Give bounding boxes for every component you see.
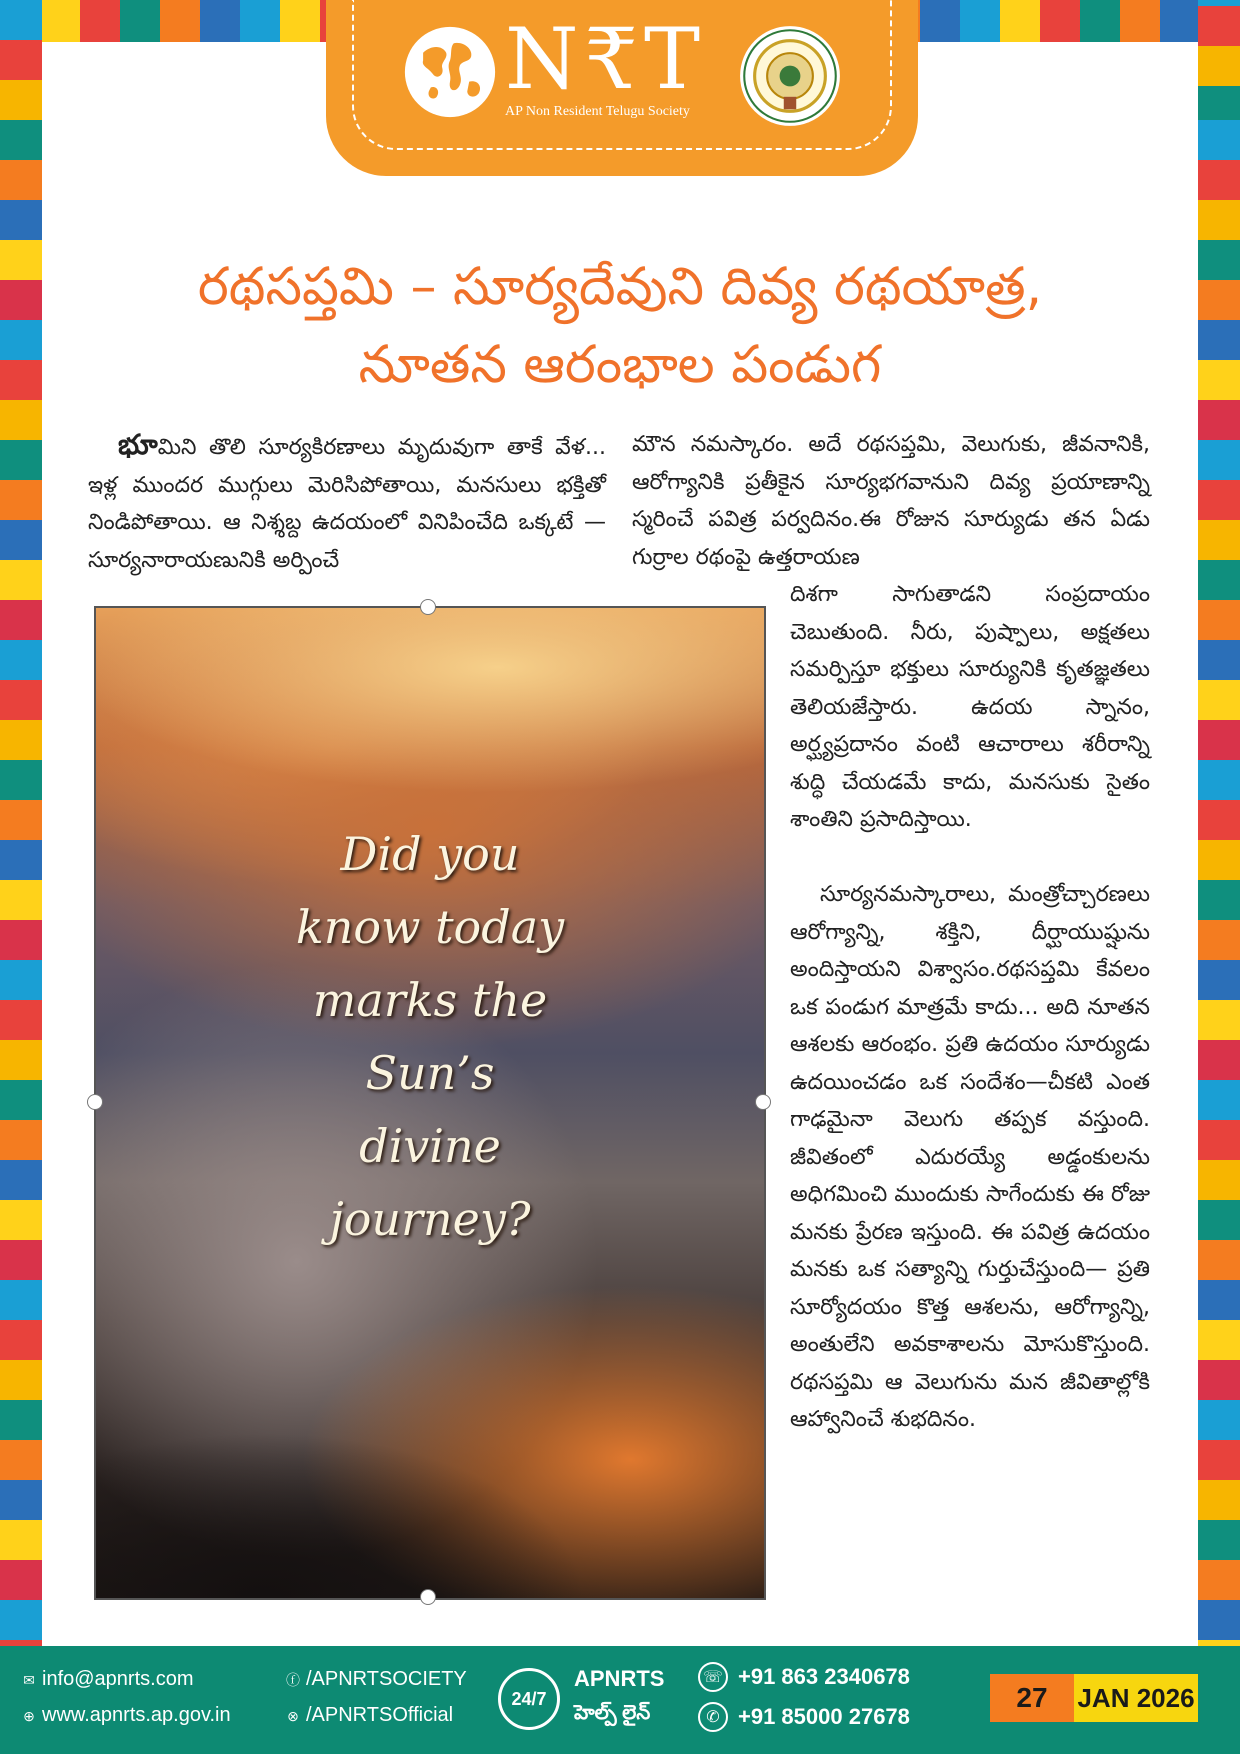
footer-phone-1[interactable]: +91 863 2340678 — [738, 1664, 910, 1689]
footer-facebook-text: /APNRTSOCIETY — [306, 1668, 467, 1690]
article-title-line-2: నూతన ఆరంభాల పండుగ — [358, 335, 882, 395]
paragraph-side — [790, 576, 1150, 839]
paragraph-intro-text: మిని తొలి సూర్యకిరణాలు మృదువుగా తాకే వేళ... ఇళ్ల ముందర ముగ్గులు మెరిసిపోతాయి, మనసులు భక్తితో నిండిపోతాయి. ఆ నిశ్శబ్ద ఉదయంలో వినిపించేది ఒక్కటే — సూర్యనారాయణునికి అర్పించే — [88, 435, 606, 573]
photo-foliage-shadow — [96, 1341, 764, 1598]
photo-caption-line: Sun’s — [365, 1046, 495, 1100]
paragraph-side-text: దిశగా సాగుతాడని సంప్రదాయం చెబుతుంది. నీరు, పుష్పాలు, అక్షతలు సమర్పిస్తూ భక్తులు సూర్యునికి కృతజ్ఞతలు తెలియజేస్తారు. ఉదయ స్నానం, అర్ఘ్యప్రదానం వంటి ఆచారాలు శరీరాన్ని శుద్ధి చేయడమే కాదు, మనసుకు సైతం శాంతిని ప్రసాదిస్తాయి. — [790, 582, 1150, 832]
logo-subtitle: AP Non Resident Telugu Society — [505, 104, 690, 119]
globe-icon — [402, 24, 498, 120]
footer-facebook[interactable] — [284, 1668, 467, 1691]
paragraph-intro — [88, 426, 606, 579]
helpline-icon: 24/7 — [498, 1668, 560, 1730]
helpline-subtitle: హెల్ప్ లైన్ — [574, 1702, 651, 1724]
photo-caption — [96, 818, 764, 1256]
paragraph-intro-dropcap: భూ — [118, 428, 158, 461]
logo-text: N₹T — [505, 10, 706, 108]
whatsapp-icon: ✆ — [698, 1702, 728, 1732]
footer-phone-2[interactable]: +91 85000 27678 — [738, 1704, 910, 1729]
photo-caption-line: Did you — [340, 827, 520, 881]
decorative-border-left — [0, 0, 42, 1754]
seal-icon — [738, 24, 842, 128]
issue-date-month: JAN 2026 — [1074, 1674, 1198, 1722]
footer-twitter-text: /APNRTSOfficial — [306, 1704, 454, 1726]
photo-caption-line: journey? — [329, 1192, 531, 1246]
paragraph-closing-text: సూర్యనమస్కారాలు, మంత్రోచ్చారణలు ఆరోగ్యాన్ని, శక్తిని, దీర్ఘాయుష్షును అందిస్తాయని విశ్వాసం.రథసప్తమి కేవలం ఒక పండుగ మాత్రమే కాదు... అది నూతన ఆశలకు ఆరంభం. ప్రతి ఉదయం సూర్యుడు ఉదయించడం ఒక సందేశం—చీకటి ఎంత గాఢమైనా వెలుగు తప్పక వస్తుంది. జీవితంలో ఎదురయ్యే అడ్డంకులను అధిగమించి ముందుకు సాగేందుకు ఈ రోజు మనకు ప్రేరణ ఇస్తుంది. ఈ పవిత్ర ఉదయం మనకు ఒక సత్యాన్ని గుర్తుచేస్తుంది— ప్రతి సూర్యోదయం కొత్త ఆశలను, ఆరోగ్యాన్ని, అంతులేని అవకాశాలను మోసుకొస్తుంది. రథసప్తమి ఆ వెలుగును మన జీవితాల్లోకి ఆహ్వానించే శుభదినం. — [790, 882, 1150, 1432]
sunrise-photo — [94, 606, 766, 1600]
footer-email[interactable] — [20, 1668, 193, 1691]
web-icon: ⊕ — [23, 1708, 35, 1724]
decorative-border-right — [1198, 0, 1240, 1754]
article-title — [120, 248, 1120, 404]
image-resize-handle-left[interactable] — [87, 1094, 103, 1110]
article-title-line-1: రథసప్తమి – సూర్యదేవుని దివ్య రథయాత్ర, — [197, 257, 1043, 317]
paragraph-top-right-text: మౌన నమస్కారం. అదే రథసప్తమి, వెలుగుకు, జీవనానికి, ఆరోగ్యానికి ప్రతీకైన సూర్యభగవానుని దివ్య ప్రయాణాన్ని స్మరించే పవిత్ర పర్వదినం.ఈ రోజున సూర్యుడు తన ఏడు గుర్రాల రథంపై ఉత్తరాయణ — [632, 432, 1150, 570]
footer — [0, 1646, 1240, 1754]
footer-twitter[interactable] — [284, 1704, 453, 1727]
issue-date-day: 27 — [990, 1674, 1074, 1722]
helpline-title: APNRTS — [574, 1666, 665, 1691]
paragraph-closing — [790, 876, 1150, 1439]
phone-icon: ☏ — [698, 1662, 728, 1692]
mail-icon: ✉ — [23, 1672, 35, 1688]
footer-email-text: info@apnrts.com — [42, 1668, 194, 1690]
photo-caption-line: know today — [295, 900, 565, 954]
footer-website-text: www.apnrts.ap.gov.in — [42, 1704, 231, 1726]
twitter-icon: ⊗ — [287, 1708, 299, 1724]
image-resize-handle-top[interactable] — [420, 599, 436, 615]
footer-website[interactable] — [20, 1704, 231, 1727]
image-resize-handle-right[interactable] — [755, 1094, 771, 1110]
image-resize-handle-bottom[interactable] — [420, 1589, 436, 1605]
photo-caption-line: divine — [359, 1119, 501, 1173]
facebook-icon: ⓕ — [286, 1672, 300, 1688]
photo-caption-line: marks the — [312, 973, 548, 1027]
paragraph-top-right — [632, 426, 1150, 576]
